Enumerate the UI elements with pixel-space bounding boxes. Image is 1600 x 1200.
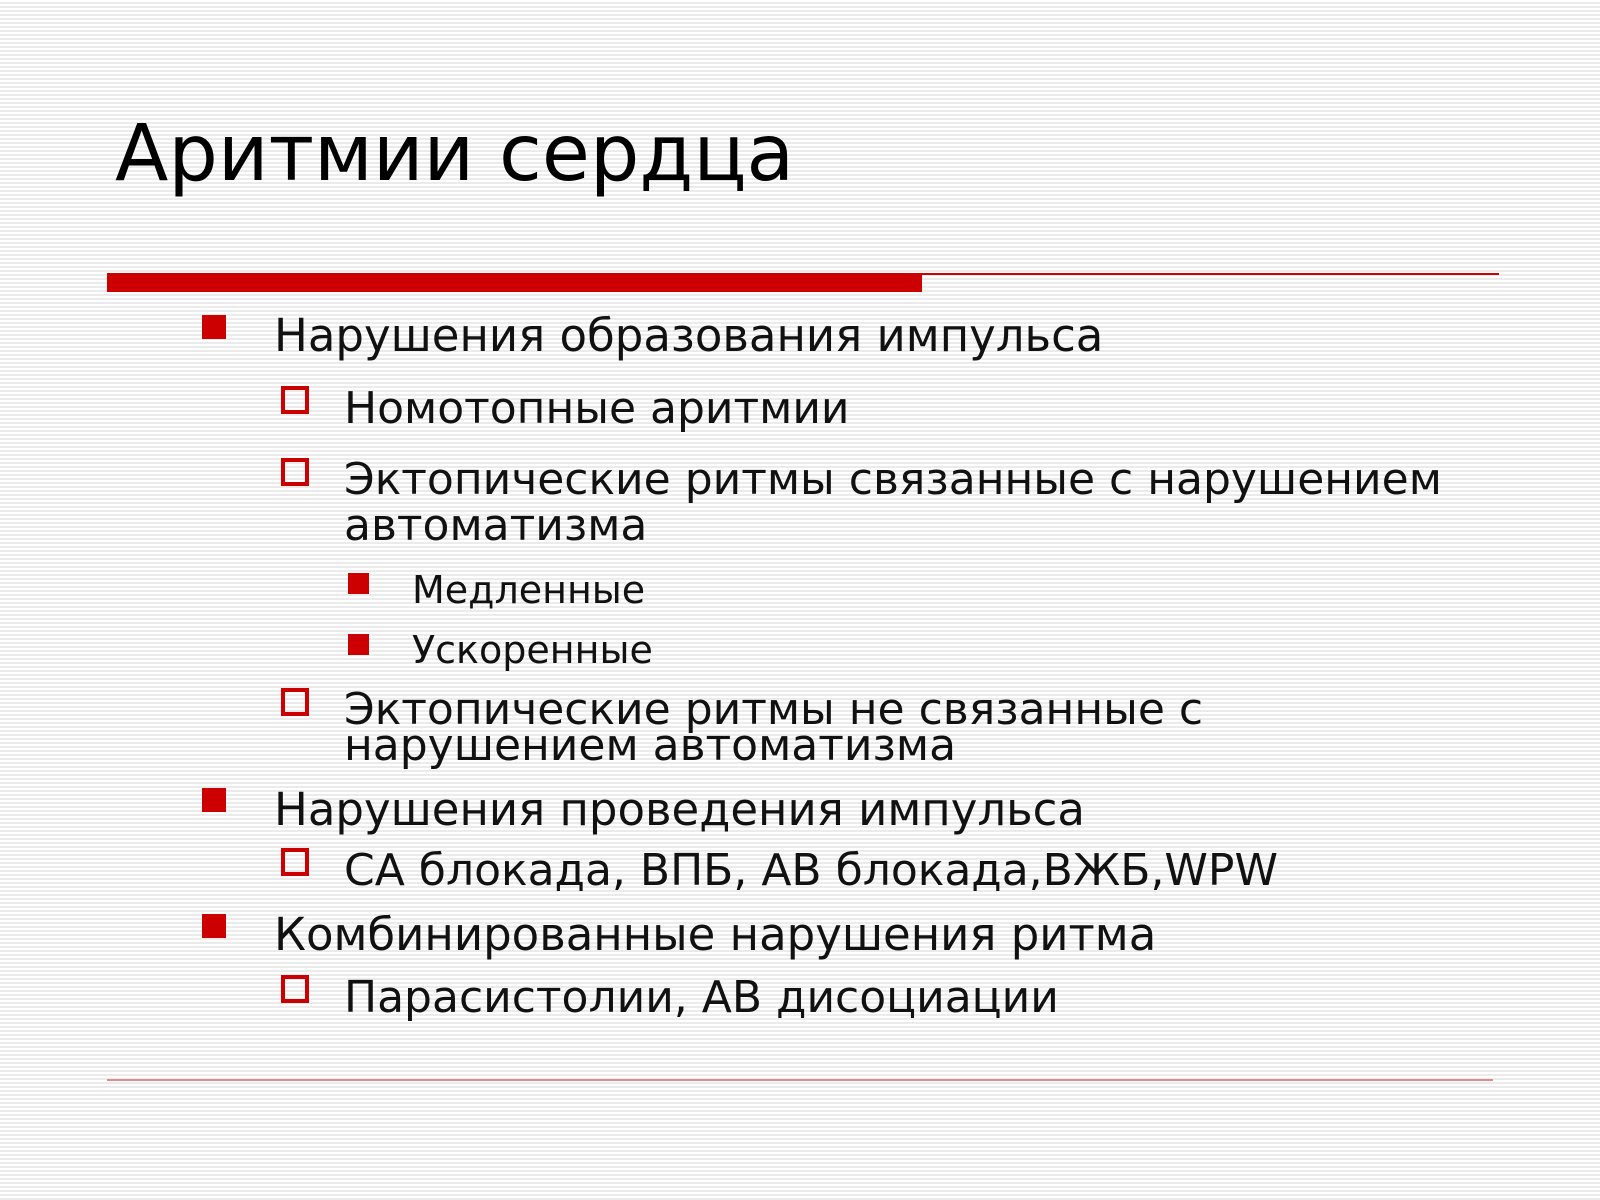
hollow-square-icon <box>281 386 309 414</box>
hollow-square-icon <box>281 975 309 1003</box>
filled-square-icon <box>348 634 369 655</box>
list-item-text: Ускоренные <box>412 628 653 672</box>
filled-square-icon <box>202 914 226 938</box>
list-item-text: Нарушения образования импульса <box>274 309 1104 362</box>
list-item-text: Медленные <box>412 568 646 612</box>
slide-title: Аритмии сердца <box>115 109 795 199</box>
list-item-text: Парасистолии, АВ дисоциации <box>344 972 1059 1023</box>
list-item-text-line1: Эктопические ритмы не связанные с <box>344 684 1204 735</box>
footer-divider <box>107 1079 1493 1081</box>
hollow-square-icon <box>281 848 309 876</box>
list-item-text-line2: автоматизма <box>344 500 648 551</box>
filled-square-icon <box>202 788 226 812</box>
title-accent-bar <box>107 274 922 292</box>
hollow-square-icon <box>281 458 309 486</box>
list-item-text: Комбинированные нарушения ритма <box>274 908 1157 961</box>
hollow-square-icon <box>281 688 309 716</box>
filled-square-icon <box>202 315 226 339</box>
list-item-text: СА блокада, ВПБ, АВ блокада,ВЖБ,WPW <box>344 845 1278 896</box>
list-item-text-line2: нарушением автоматизма <box>344 720 957 771</box>
list-item-text: Номотопные аритмии <box>344 383 850 434</box>
list-item-text-line1: Эктопические ритмы связанные с нарушением <box>344 454 1442 505</box>
list-item-text: Нарушения проведения импульса <box>274 783 1085 836</box>
filled-square-icon <box>348 573 369 594</box>
